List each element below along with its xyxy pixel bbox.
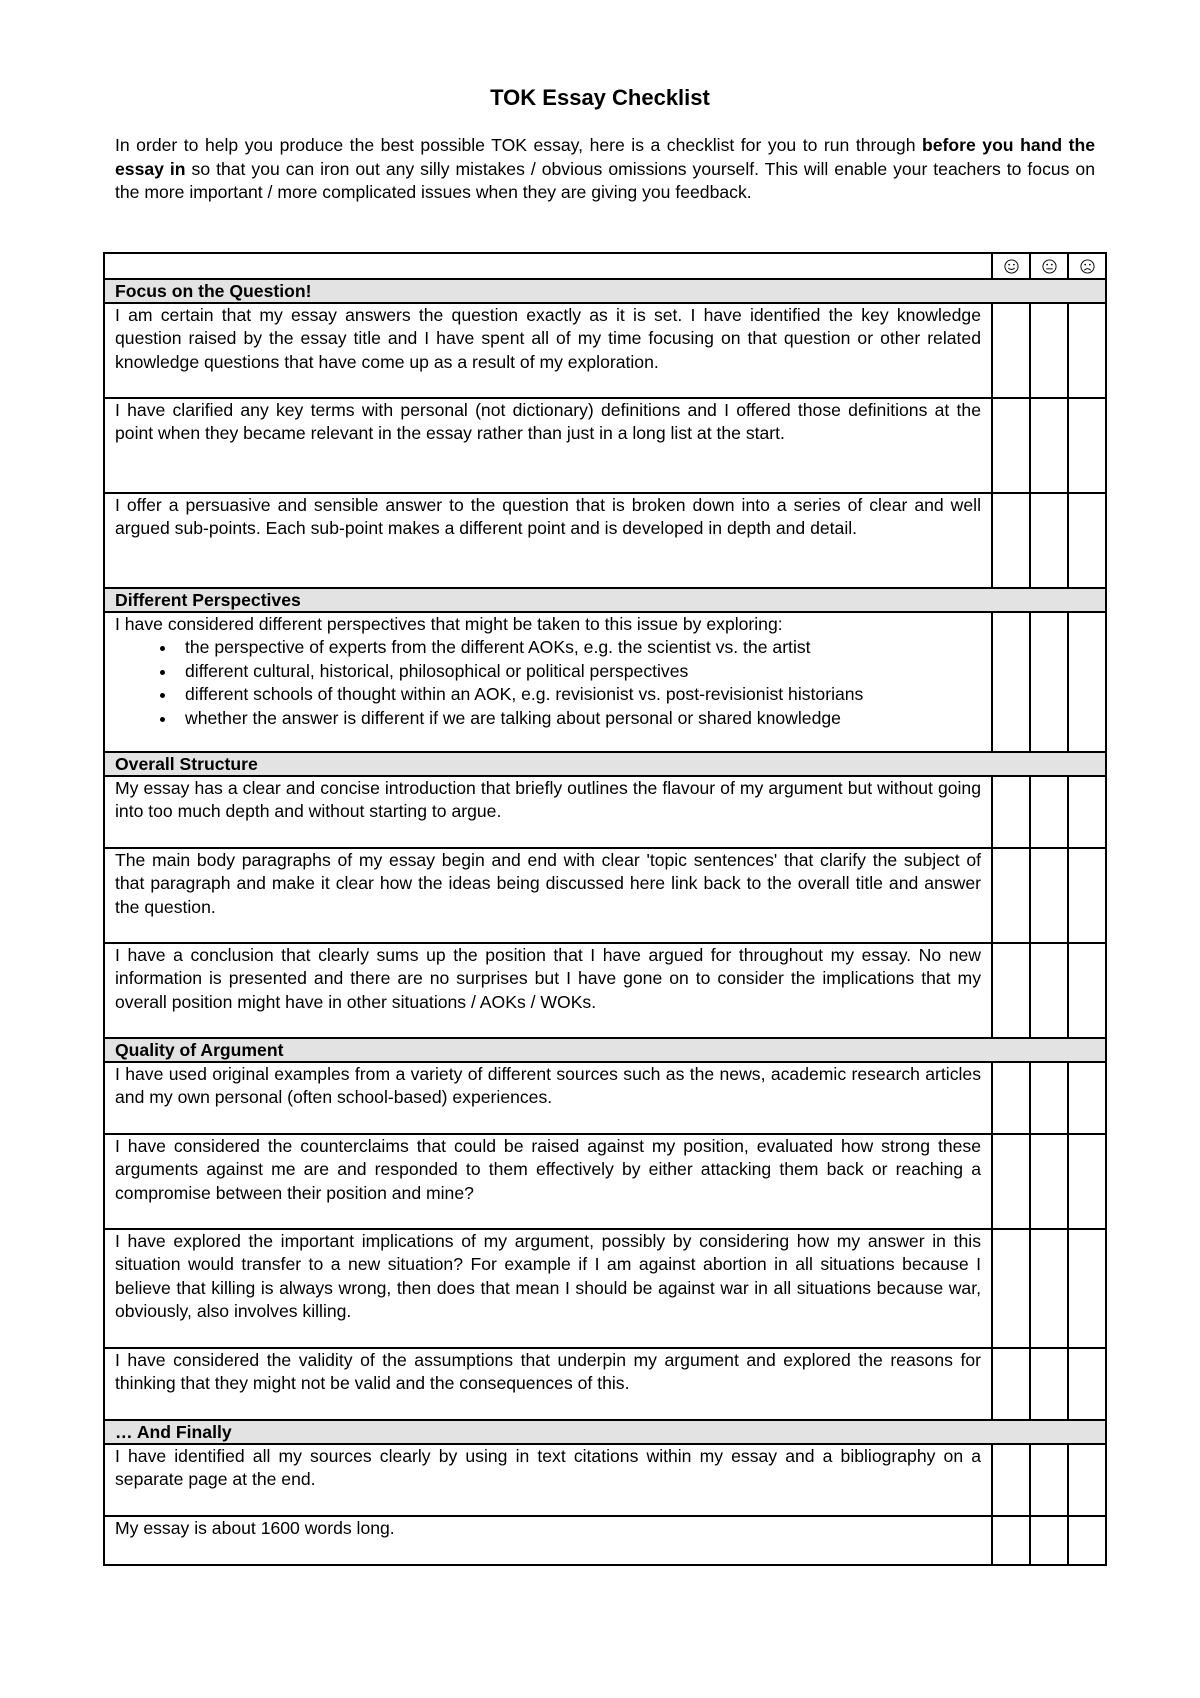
rating-box-poor[interactable] xyxy=(1068,303,1106,398)
rating-box-poor[interactable] xyxy=(1068,1444,1106,1516)
checklist-item-text: I have identified all my sources clearly by using in text citations within my essay and a bibliography on a separate page at the end. xyxy=(104,1444,992,1516)
page-title: TOK Essay Checklist xyxy=(490,85,710,110)
rating-box-ok[interactable] xyxy=(1030,612,1068,752)
checklist-item-text: My essay is about 1600 words long. xyxy=(104,1516,992,1565)
perspectives-list xyxy=(115,636,981,730)
checklist-row xyxy=(104,1134,1106,1229)
checklist-row xyxy=(104,776,1106,848)
rating-box-poor[interactable] xyxy=(1068,1229,1106,1348)
section-heading-row xyxy=(104,279,1106,303)
rating-box-ok[interactable] xyxy=(1030,848,1068,943)
rating-box-poor[interactable] xyxy=(1068,1516,1106,1565)
checklist-item-text: I have clarified any key terms with personal (not dictionary) definitions and I offered those definitions at the point when they became relevant in the essay rather than just in a long list at the start. xyxy=(104,398,992,493)
checklist-item-text: I have used original examples from a variety of different sources such as the news, academic research articles and my own personal (often school-based) experiences. xyxy=(104,1062,992,1134)
neutral-face-icon xyxy=(1042,259,1057,274)
rating-box-good[interactable] xyxy=(992,1229,1030,1348)
list-item: • different cultural, historical, philosophical or political perspectives xyxy=(177,660,981,684)
rating-box-ok[interactable] xyxy=(1030,398,1068,493)
rating-box-ok[interactable] xyxy=(1030,303,1068,398)
rating-box-poor[interactable] xyxy=(1068,848,1106,943)
section-heading-row xyxy=(104,752,1106,776)
smiley-face-cell xyxy=(992,253,1030,279)
checklist-item-text: The main body paragraphs of my essay begin and end with clear 'topic sentences' that clarify the subject of that paragraph and make it clear how the ideas being discussed here link back to the overall title and answer the question. xyxy=(104,848,992,943)
checklist-item-text: I have considered the validity of the assumptions that underpin my argument and explored the reasons for thinking that they might not be valid and the consequences of this. xyxy=(104,1348,992,1420)
rating-box-poor[interactable] xyxy=(1068,1062,1106,1134)
intro-paragraph xyxy=(115,134,1095,205)
rating-box-good[interactable] xyxy=(992,943,1030,1038)
rating-box-good[interactable] xyxy=(992,303,1030,398)
checklist-row xyxy=(104,1229,1106,1348)
checklist-item-text: I have a conclusion that clearly sums up the position that I have argued for throughout my essay. No new information is presented and there are no surprises but I have gone on to consider the implications that my overall position might have in other situations / AOKs / WOKs. xyxy=(104,943,992,1038)
checklist-item-text: My essay has a clear and concise introduction that briefly outlines the flavour of my argument but without going into too much depth and without starting to argue. xyxy=(104,776,992,848)
rating-box-ok[interactable] xyxy=(1030,493,1068,588)
rating-box-ok[interactable] xyxy=(1030,1348,1068,1420)
rating-box-poor[interactable] xyxy=(1068,776,1106,848)
rating-box-ok[interactable] xyxy=(1030,776,1068,848)
perspectives-lead: I have considered different perspectives that might be taken to this issue by exploring: xyxy=(115,613,783,634)
section-heading-finally: … And Finally xyxy=(104,1420,1106,1444)
list-item: • the perspective of experts from the different AOKs, e.g. the scientist vs. the artist xyxy=(177,636,981,660)
header-blank-cell xyxy=(104,253,992,279)
section-heading-row xyxy=(104,1420,1106,1444)
checklist-item-text: I have explored the important implications of my argument, possibly by considering how my answer in this situation would transfer to a new situation? For example if I am against abortion in all situations because I believe that killing is always wrong, then does that mean I should be against war in all situations because war, obviously, also involves killing. xyxy=(104,1229,992,1348)
intro-text-start: In order to help you produce the best possible TOK essay, here is a checklist for you to run through xyxy=(115,135,922,155)
smiley-face-icon xyxy=(1004,259,1019,274)
rating-box-ok[interactable] xyxy=(1030,943,1068,1038)
rating-header-row xyxy=(104,253,1106,279)
checklist-row xyxy=(104,1516,1106,1565)
rating-box-good[interactable] xyxy=(992,398,1030,493)
rating-box-good[interactable] xyxy=(992,493,1030,588)
checklist-row xyxy=(104,612,1106,752)
rating-box-poor[interactable] xyxy=(1068,398,1106,493)
checklist-row xyxy=(104,848,1106,943)
checklist-row xyxy=(104,493,1106,588)
intro-text-end: so that you can iron out any silly mistakes / obvious omissions yourself. This will enable your teachers to focus on the more important / more complicated issues when they are giving you feedback. xyxy=(115,158,1095,202)
list-item: • whether the answer is different if we are talking about personal or shared knowledge xyxy=(177,707,981,731)
sad-face-icon xyxy=(1080,259,1095,274)
checklist-table xyxy=(103,252,1107,1566)
intro-text-bold: before you hand the essay in xyxy=(115,135,1095,179)
section-heading-row xyxy=(104,1038,1106,1062)
section-heading-argument: Quality of Argument xyxy=(104,1038,1106,1062)
rating-box-poor[interactable] xyxy=(1068,943,1106,1038)
rating-box-ok[interactable] xyxy=(1030,1229,1068,1348)
checklist-row xyxy=(104,398,1106,493)
rating-box-good[interactable] xyxy=(992,848,1030,943)
checklist-item-text xyxy=(104,612,992,752)
sad-face-cell xyxy=(1068,253,1106,279)
rating-box-ok[interactable] xyxy=(1030,1134,1068,1229)
rating-box-good[interactable] xyxy=(992,1134,1030,1229)
rating-box-ok[interactable] xyxy=(1030,1444,1068,1516)
checklist-item-text: I offer a persuasive and sensible answer to the question that is broken down into a series of clear and well argued sub-points. Each sub-point makes a different point and is developed in depth and detail. xyxy=(104,493,992,588)
section-heading-focus: Focus on the Question! xyxy=(104,279,1106,303)
checklist-row xyxy=(104,1062,1106,1134)
checklist-row xyxy=(104,1348,1106,1420)
section-heading-structure: Overall Structure xyxy=(104,752,1106,776)
rating-box-poor[interactable] xyxy=(1068,1348,1106,1420)
rating-box-poor[interactable] xyxy=(1068,493,1106,588)
rating-box-ok[interactable] xyxy=(1030,1062,1068,1134)
checklist-row xyxy=(104,943,1106,1038)
rating-box-good[interactable] xyxy=(992,776,1030,848)
section-heading-perspectives: Different Perspectives xyxy=(104,588,1106,612)
list-item: • different schools of thought within an AOK, e.g. revisionist vs. post-revisionist historians xyxy=(177,683,981,707)
rating-box-good[interactable] xyxy=(992,1444,1030,1516)
checklist-row xyxy=(104,1444,1106,1516)
rating-box-good[interactable] xyxy=(992,1348,1030,1420)
checklist-item-text: I am certain that my essay answers the question exactly as it is set. I have identified the key knowledge question raised by the essay title and I have spent all of my time focusing on that question or other related knowledge questions that have come up as a result of my exploration. xyxy=(104,303,992,398)
rating-box-good[interactable] xyxy=(992,1516,1030,1565)
checklist-row xyxy=(104,303,1106,398)
section-heading-row xyxy=(104,588,1106,612)
rating-box-ok[interactable] xyxy=(1030,1516,1068,1565)
rating-box-good[interactable] xyxy=(992,1062,1030,1134)
rating-box-good[interactable] xyxy=(992,612,1030,752)
rating-box-poor[interactable] xyxy=(1068,1134,1106,1229)
checklist-item-text: I have considered the counterclaims that could be raised against my position, evaluated how strong these arguments against me are and responded to them effectively by either attacking them back or reaching a compromise between their position and mine? xyxy=(104,1134,992,1229)
neutral-face-cell xyxy=(1030,253,1068,279)
rating-box-poor[interactable] xyxy=(1068,612,1106,752)
